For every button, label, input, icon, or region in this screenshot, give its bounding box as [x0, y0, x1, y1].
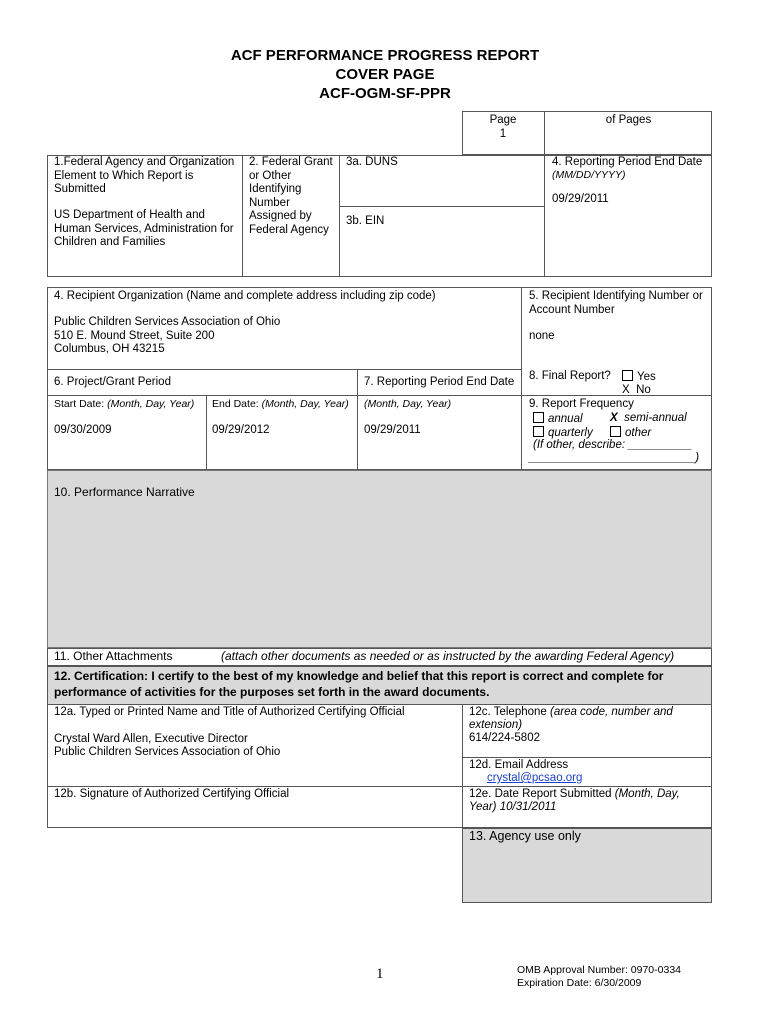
field-2-label: Identifying	[249, 183, 302, 195]
form-code: ACF-OGM-SF-PPR	[319, 85, 451, 102]
other-checkbox[interactable]	[610, 426, 621, 437]
if-other-describe[interactable]: (If other, describe: __________	[533, 439, 693, 451]
no-label: No	[636, 384, 651, 396]
field-12c-label	[469, 706, 673, 720]
signature-area[interactable]	[54, 802, 456, 826]
end-date-value[interactable]: 09/29/2012	[212, 424, 270, 436]
start-date-format: (Month, Day, Year)	[107, 398, 195, 410]
start-date-label	[54, 398, 194, 411]
telephone-hint-2: extension)	[469, 719, 523, 731]
recipient-address[interactable]	[54, 316, 280, 357]
field-1-value-line: Human Services, Administration for	[54, 222, 234, 235]
other-label: other	[625, 427, 652, 439]
field-11-instruction: (attach other documents as needed or as instructed by the awarding Federal Agency)	[221, 649, 675, 663]
field-2-label: or Other	[249, 169, 292, 182]
field-13-label: 13. Agency use only	[469, 829, 581, 843]
telephone-hint: (area code, number and	[550, 706, 673, 718]
form-subtitle: COVER PAGE	[335, 66, 435, 83]
field-7-format: (Month, Day, Year)	[364, 398, 452, 410]
field-12d-label: 12d. Email Address	[469, 759, 569, 771]
field-2-label: Number	[249, 196, 290, 209]
date-submitted-hint-2: Year)	[469, 801, 497, 813]
field-1-value-line: Children and Families	[54, 236, 166, 248]
field-8-label: 8. Final Report?	[529, 370, 611, 382]
field-1	[54, 156, 234, 197]
yes-label: Yes	[637, 371, 656, 383]
expiration-date: Expiration Date: 6/30/2009	[517, 977, 642, 989]
annual-checkbox[interactable]	[533, 412, 544, 423]
final-report-no[interactable]	[622, 384, 651, 398]
telephone-label: 12c. Telephone	[469, 706, 547, 718]
certification-text: performance of activities for the purposes set forth in the award documents.	[54, 685, 490, 699]
semi-annual-label: semi-annual	[624, 412, 687, 424]
field-4-recipient-label: 4. Recipient Organization (Name and complete address including zip code)	[54, 290, 436, 302]
date-submitted[interactable]	[469, 801, 556, 815]
frequency-annual[interactable]	[533, 412, 583, 427]
email-link[interactable]: crystal@pcsao.org	[487, 772, 583, 784]
page-number[interactable]: 1	[499, 128, 507, 140]
quarterly-label: quarterly	[548, 427, 593, 439]
field-3a-duns[interactable]: 3a. DUNS	[346, 156, 398, 168]
field-6-label: 6. Project/Grant Period	[54, 376, 171, 388]
recipient-address-line: Columbus, OH 43215	[54, 343, 165, 355]
end-date-label	[212, 398, 349, 411]
field-7-value[interactable]: 09/29/2011	[364, 424, 421, 436]
certification-text: 12. Certification: I certify to the best of my knowledge and belief that this report is correct and complete for	[54, 669, 664, 683]
field-5-value[interactable]: none	[529, 330, 555, 342]
field-3b-ein[interactable]: 3b. EIN	[346, 215, 385, 227]
field-12e-label	[469, 788, 680, 802]
field-2-label: Assigned by	[249, 210, 312, 222]
recipient-address-line: 510 E. Mound Street, Suite 200	[54, 329, 215, 342]
form-title: ACF PERFORMANCE PROGRESS REPORT	[230, 47, 540, 64]
footer-page-number: 1	[376, 966, 384, 982]
omb-approval: OMB Approval Number: 0970-0334	[517, 964, 682, 976]
final-report-yes[interactable]	[622, 370, 656, 385]
yes-checkbox[interactable]	[622, 370, 633, 381]
field-5-label: Account Number	[529, 303, 615, 316]
quarterly-checkbox[interactable]	[533, 426, 544, 437]
field-2[interactable]	[249, 156, 333, 237]
certifying-official-org: Public Children Services Association of Ohio	[54, 746, 281, 758]
of-pages-label: of Pages	[605, 114, 652, 126]
recipient-address-line: Public Children Services Association of Ohio	[54, 316, 281, 328]
field-12b-label: 12b. Signature of Authorized Certifying Official	[54, 788, 290, 800]
field-7-label: 7. Reporting Period End Date	[364, 376, 515, 388]
field-12a-label: 12a. Typed or Printed Name and Title of Authorized Certifying Official	[54, 706, 405, 718]
field-1-label: Element to Which Report is	[54, 169, 194, 182]
field-2-label: 2. Federal Grant	[249, 156, 333, 168]
frequency-semi-annual[interactable]	[610, 412, 687, 426]
start-date-value[interactable]: 09/30/2009	[54, 424, 112, 436]
date-submitted-value: 10/31/2011	[499, 801, 557, 813]
end-date-format: (Month, Day, Year)	[261, 398, 349, 410]
field-5	[529, 290, 703, 317]
field-2-label: Federal Agency	[249, 223, 329, 236]
field-10-label: 10. Performance Narrative	[54, 485, 195, 499]
no-mark: X	[622, 384, 630, 396]
certifying-official-name[interactable]: Crystal Ward Allen, Executive Director	[54, 733, 248, 745]
end-date-text: End Date:	[212, 398, 259, 410]
field-1-label: Submitted	[54, 183, 106, 195]
date-submitted-label: 12e. Date Report Submitted	[469, 788, 612, 800]
start-date-text: Start Date:	[54, 398, 105, 410]
telephone-value[interactable]: 614/224-5802	[469, 732, 540, 744]
annual-label: annual	[548, 413, 583, 425]
page-label: Page	[489, 114, 517, 126]
semi-annual-mark: X	[610, 412, 618, 424]
field-5-label: 5. Recipient Identifying Number or	[529, 290, 703, 302]
field-11-label: 11. Other Attachments	[54, 649, 173, 663]
field-9-label: 9. Report Frequency	[529, 398, 634, 410]
field-4-period-end-label: 4. Reporting Period End Date	[552, 156, 703, 168]
if-other-line: __________________________)	[529, 452, 700, 464]
field-1-value[interactable]	[54, 209, 234, 250]
field-1-value-line: US Department of Health and	[54, 209, 205, 221]
field-1-label: 1.Federal Agency and Organization	[54, 156, 235, 168]
date-submitted-hint: (Month, Day,	[614, 788, 680, 800]
field-4-format: (MM/DD/YYYY)	[552, 169, 626, 181]
field-4-period-end-value[interactable]: 09/29/2011	[552, 193, 609, 205]
